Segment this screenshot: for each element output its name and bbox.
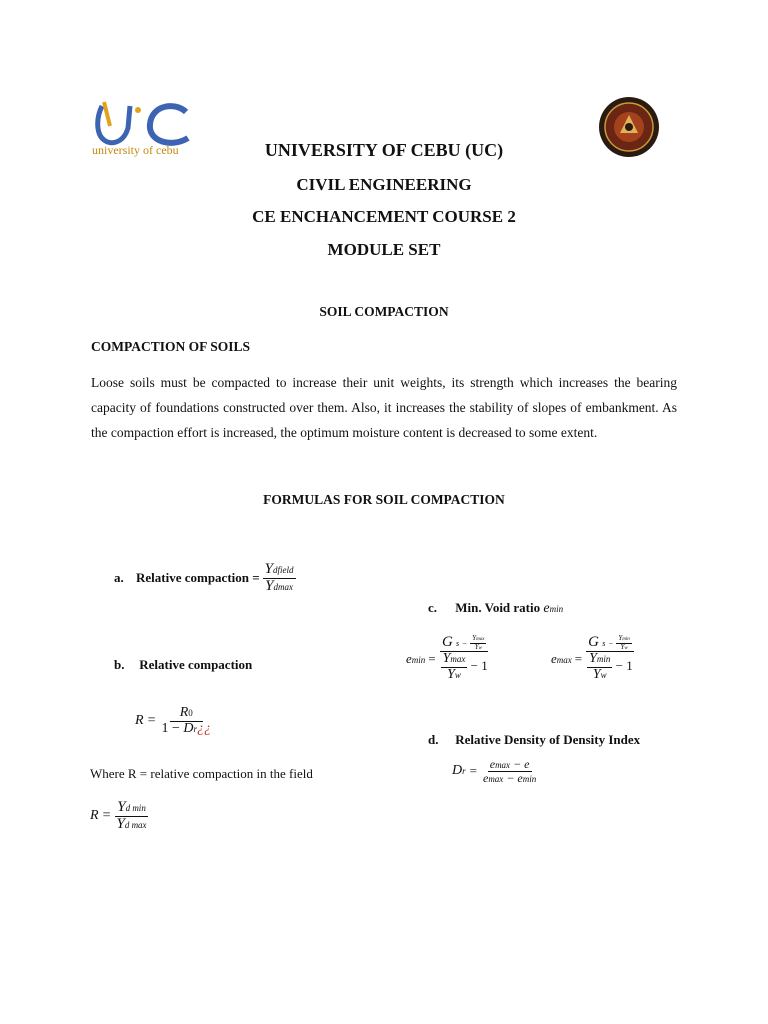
item-b-label: Relative compaction: [139, 657, 253, 672]
formula-relative-compaction-a: $\frac{\text{Ydfield}}{Ydmax}$: [264, 561, 294, 594]
item-d-label: Relative Density of Density Index: [455, 732, 641, 747]
item-d: [428, 732, 640, 748]
item-a-marker: a.: [114, 570, 124, 586]
item-b-marker: b.: [114, 657, 125, 672]
section-heading: COMPACTION OF SOILS: [91, 339, 251, 354]
where-text: Where R = relative compaction in the field: [90, 766, 313, 781]
item-b: [114, 657, 252, 673]
formula-r-ratio: R = $\frac{\text{Yd min}}{\text{Yd max}}$: [90, 799, 147, 832]
section-paragraph: Loose soils must be compacted to increase their unit weights, its strength which increases the bearing capacity of foundations constructed over them. Also, it increases the stability of slopes of embankment. As the compaction effort is increased, the optimum moisture content is decreased to some extent.: [91, 375, 677, 440]
formula-e-min: emin = G s − $\frac{Ymax}{Yw}$ $\frac{Ymax}{Yw}$ − 1: [406, 634, 488, 682]
formula-e-max: emax = G s − $\frac{Ymin}{Yw}$ $\frac{Ymin}{Yw}$ − 1: [551, 634, 633, 682]
course-title: CE ENCHANCEMENT COURSE 2: [252, 207, 516, 226]
item-d-marker: d.: [428, 732, 439, 747]
item-c-marker: c.: [428, 600, 438, 615]
formula-r-r0: R = $\frac{R0}{1 - Dr¿¿}$: [135, 705, 212, 736]
topic-heading: SOIL COMPACTION: [319, 304, 449, 319]
formulas-heading: FORMULAS FOR SOIL COMPACTION: [263, 492, 505, 507]
formula-relative-density: Dr = $\frac{emax - e}{emax - emin}$: [452, 757, 537, 785]
item-c-label: Min. Void ratio: [455, 600, 541, 615]
logo-caption: university of cebu: [92, 143, 179, 157]
item-a-label: Relative compaction =: [136, 570, 260, 586]
item-c: c. Min. Void ratio emin: [428, 600, 564, 616]
university-title: UNIVERSITY OF CEBU (UC): [264, 140, 504, 160]
department-title: CIVIL ENGINEERING: [296, 175, 472, 194]
item-a: [114, 562, 296, 595]
module-set-title: MODULE SET: [327, 240, 441, 259]
